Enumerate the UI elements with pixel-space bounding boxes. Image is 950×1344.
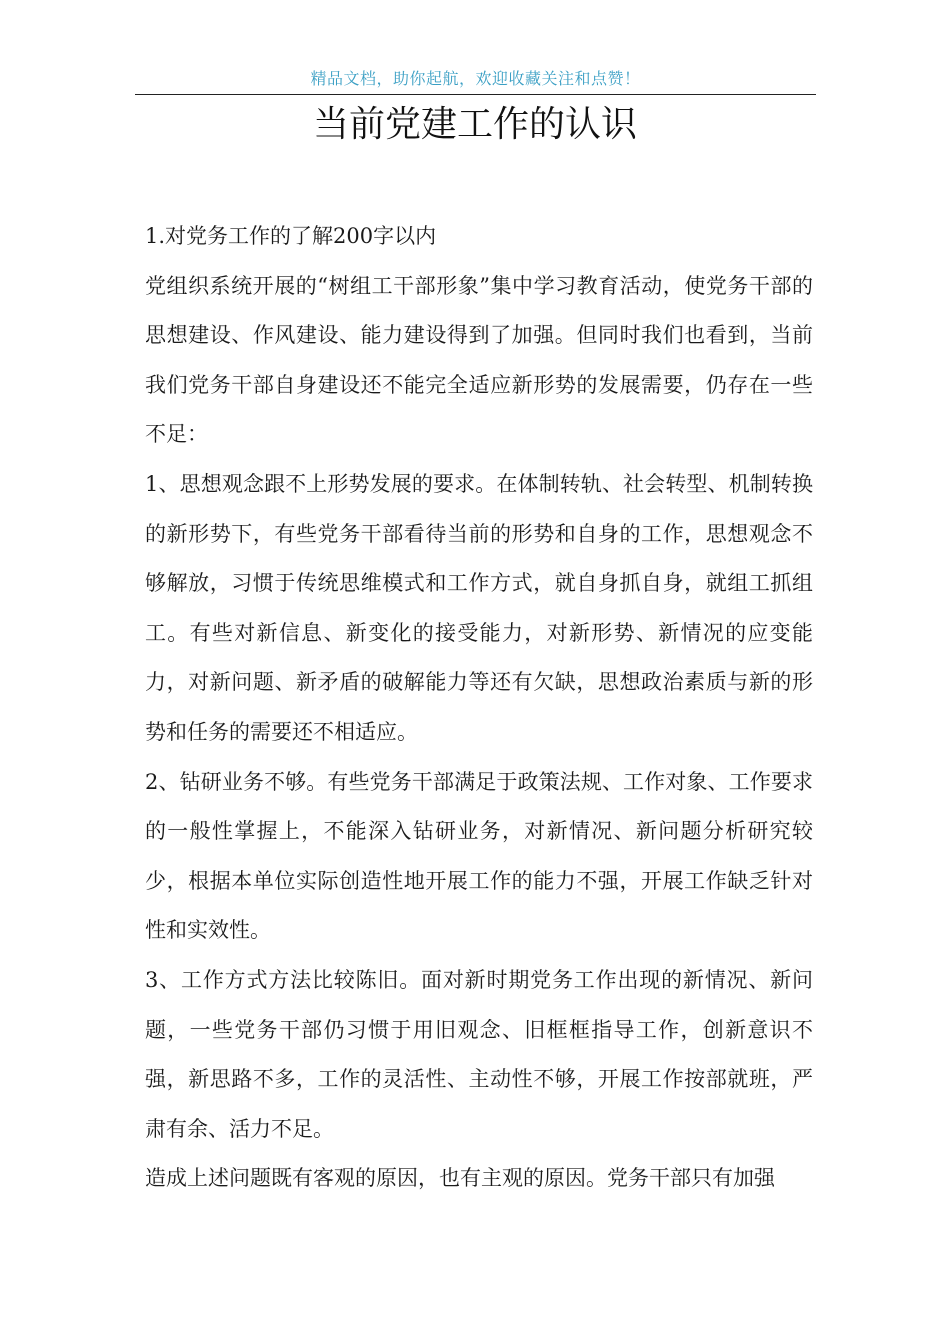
page-header <box>135 68 816 95</box>
body-paragraph: 2、钻研业务不够。有些党务干部满足于政策法规、工作对象、工作要求的一般性掌握上，不能深入钻研业务，对新情况、新问题分析研究较少，根据本单位实际创造性地开展工作的能力不强，开展工作缺乏针对性和实效性。 <box>145 769 813 943</box>
document-title: 当前党建工作的认识 <box>312 104 637 145</box>
body-paragraph: 造成上述问题既有客观的原因，也有主观的原因。党务干部只有加强 <box>145 1166 775 1191</box>
body-paragraph: 党组织系统开展的“树组工干部形象”集中学习教育活动，使党务干部的思想建设、作风建设、能力建设得到了加强。但同时我们也看到，当前我们党务干部自身建设还不能完全适应新形势的发展需要，仍存在一些不足： <box>145 273 813 447</box>
section-heading: 1.对党务工作的了解200字以内 <box>145 224 437 248</box>
body-paragraph: 3、工作方式方法比较陈旧。面对新时期党务工作出现的新情况、新问题，一些党务干部仍习惯于用旧观念、旧框框指导工作，创新意识不强，新思路不多，工作的灵活性、主动性不够，开展工作按部就班，严肃有余、活力不足。 <box>145 967 813 1141</box>
header-slogan: 精品文档，助你起航，欢迎收藏关注和点赞！ <box>310 69 641 88</box>
document-body <box>145 212 813 1204</box>
body-paragraph: 1、思想观念跟不上形势发展的要求。在体制转轨、社会转型、机制转换的新形势下，有些党务干部看待当前的形势和自身的工作，思想观念不够解放，习惯于传统思维模式和工作方式，就自身抓自身，就组工抓组工。有些对新信息、新变化的接受能力，对新形势、新情况的应变能力，对新问题、新矛盾的破解能力等还有欠缺，思想政治素质与新的形势和任务的需要还不相适应。 <box>145 471 813 744</box>
